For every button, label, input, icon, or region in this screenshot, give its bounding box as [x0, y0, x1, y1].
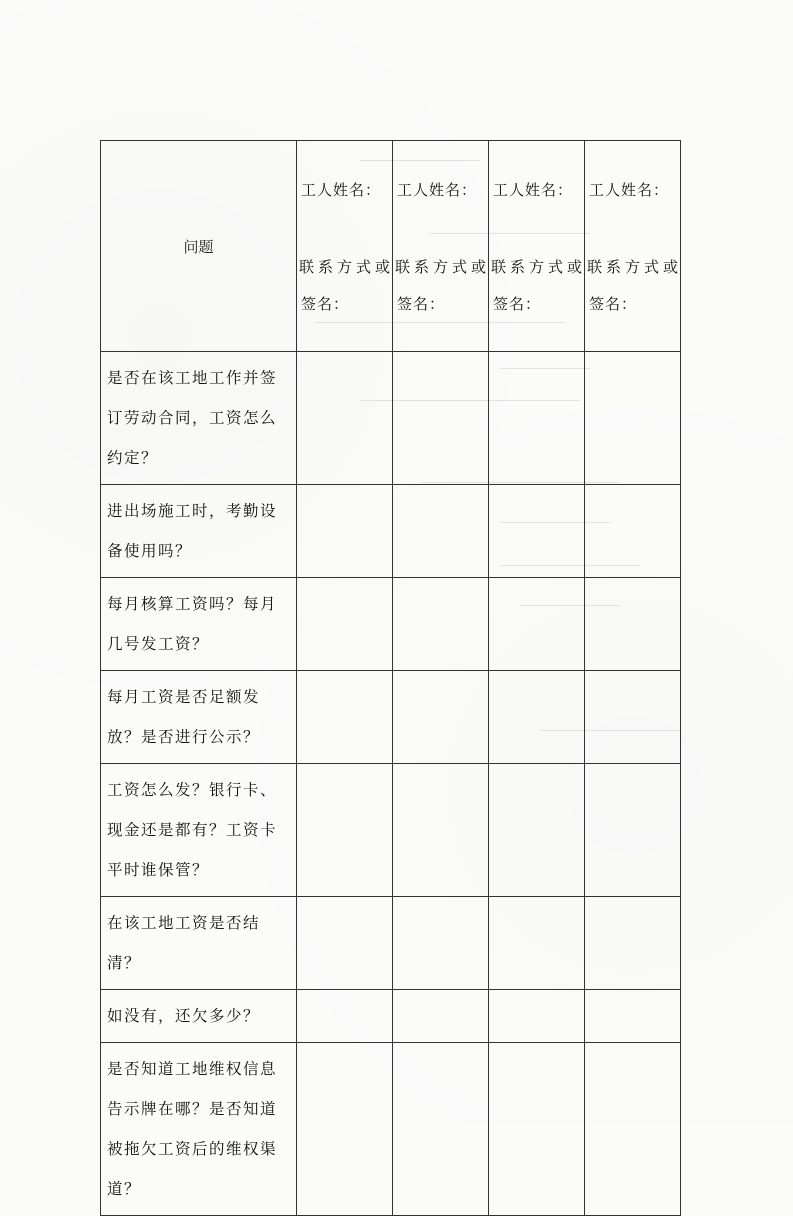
answer-cell[interactable] — [393, 578, 489, 671]
answer-cell[interactable] — [297, 897, 393, 990]
answer-cell[interactable] — [297, 1043, 393, 1216]
answer-cell[interactable] — [585, 1043, 681, 1216]
answer-cell[interactable] — [489, 578, 585, 671]
answer-cell[interactable] — [393, 764, 489, 897]
question-text: 如没有，还欠多少？ — [101, 990, 297, 1043]
question-text: 进出场施工时，考勤设备使用吗？ — [101, 485, 297, 578]
question-text: 在该工地工资是否结清？ — [101, 897, 297, 990]
question-row — [101, 578, 681, 671]
worker-sign-label: 签名： — [589, 295, 638, 313]
question-row — [101, 352, 681, 485]
answer-cell[interactable] — [297, 352, 393, 485]
answer-cell[interactable] — [585, 897, 681, 990]
answer-cell[interactable] — [297, 990, 393, 1043]
question-text: 是否在该工地工作并签订劳动合同，工资怎么约定？ — [101, 352, 297, 485]
wage-survey-table — [100, 140, 681, 1216]
worker-contact-label: 联系方式或 — [587, 258, 683, 276]
answer-cell[interactable] — [393, 897, 489, 990]
answer-cell[interactable] — [489, 1043, 585, 1216]
answer-cell[interactable] — [393, 990, 489, 1043]
answer-cell[interactable] — [393, 352, 489, 485]
answer-cell[interactable] — [393, 1043, 489, 1216]
answer-cell[interactable] — [297, 764, 393, 897]
answer-cell[interactable] — [297, 485, 393, 578]
question-text: 每月核算工资吗？每月几号发工资？ — [101, 578, 297, 671]
question-header — [101, 141, 297, 352]
worker-contact-label: 联系方式或 — [395, 258, 491, 276]
worker-sign-label: 签名： — [301, 295, 350, 313]
answer-cell[interactable] — [489, 897, 585, 990]
question-header-label: 问题 — [183, 237, 214, 256]
answer-cell[interactable] — [489, 764, 585, 897]
question-text: 每月工资是否足额发放？是否进行公示？ — [101, 671, 297, 764]
worker-sign-label: 签名： — [397, 295, 446, 313]
answer-cell[interactable] — [489, 352, 585, 485]
worker-header-3[interactable] — [489, 141, 585, 352]
answer-cell[interactable] — [585, 578, 681, 671]
worker-name-label: 工人姓名： — [301, 181, 382, 199]
worker-header-4[interactable] — [585, 141, 681, 352]
answer-cell[interactable] — [393, 485, 489, 578]
worker-contact-label: 联系方式或 — [299, 258, 395, 276]
question-text: 是否知道工地维权信息告示牌在哪？是否知道被拖欠工资后的维权渠道？ — [101, 1043, 297, 1216]
question-text: 工资怎么发？银行卡、现金还是都有？工资卡平时谁保管？ — [101, 764, 297, 897]
answer-cell[interactable] — [585, 990, 681, 1043]
answer-cell[interactable] — [489, 671, 585, 764]
worker-sign-label: 签名： — [493, 295, 542, 313]
worker-header-2[interactable] — [393, 141, 489, 352]
question-row — [101, 764, 681, 897]
answer-cell[interactable] — [489, 485, 585, 578]
question-row — [101, 1043, 681, 1216]
question-row — [101, 671, 681, 764]
answer-cell[interactable] — [297, 671, 393, 764]
worker-header-1[interactable] — [297, 141, 393, 352]
worker-name-label: 工人姓名： — [493, 181, 574, 199]
worker-contact-label: 联系方式或 — [491, 258, 587, 276]
answer-cell[interactable] — [585, 352, 681, 485]
answer-cell[interactable] — [489, 990, 585, 1043]
answer-cell[interactable] — [585, 764, 681, 897]
question-row — [101, 897, 681, 990]
answer-cell[interactable] — [297, 578, 393, 671]
worker-name-label: 工人姓名： — [589, 181, 670, 199]
worker-name-label: 工人姓名： — [397, 181, 478, 199]
question-row — [101, 485, 681, 578]
answer-cell[interactable] — [585, 485, 681, 578]
answer-cell[interactable] — [393, 671, 489, 764]
question-row — [101, 990, 681, 1043]
header-row — [101, 141, 681, 352]
answer-cell[interactable] — [585, 671, 681, 764]
